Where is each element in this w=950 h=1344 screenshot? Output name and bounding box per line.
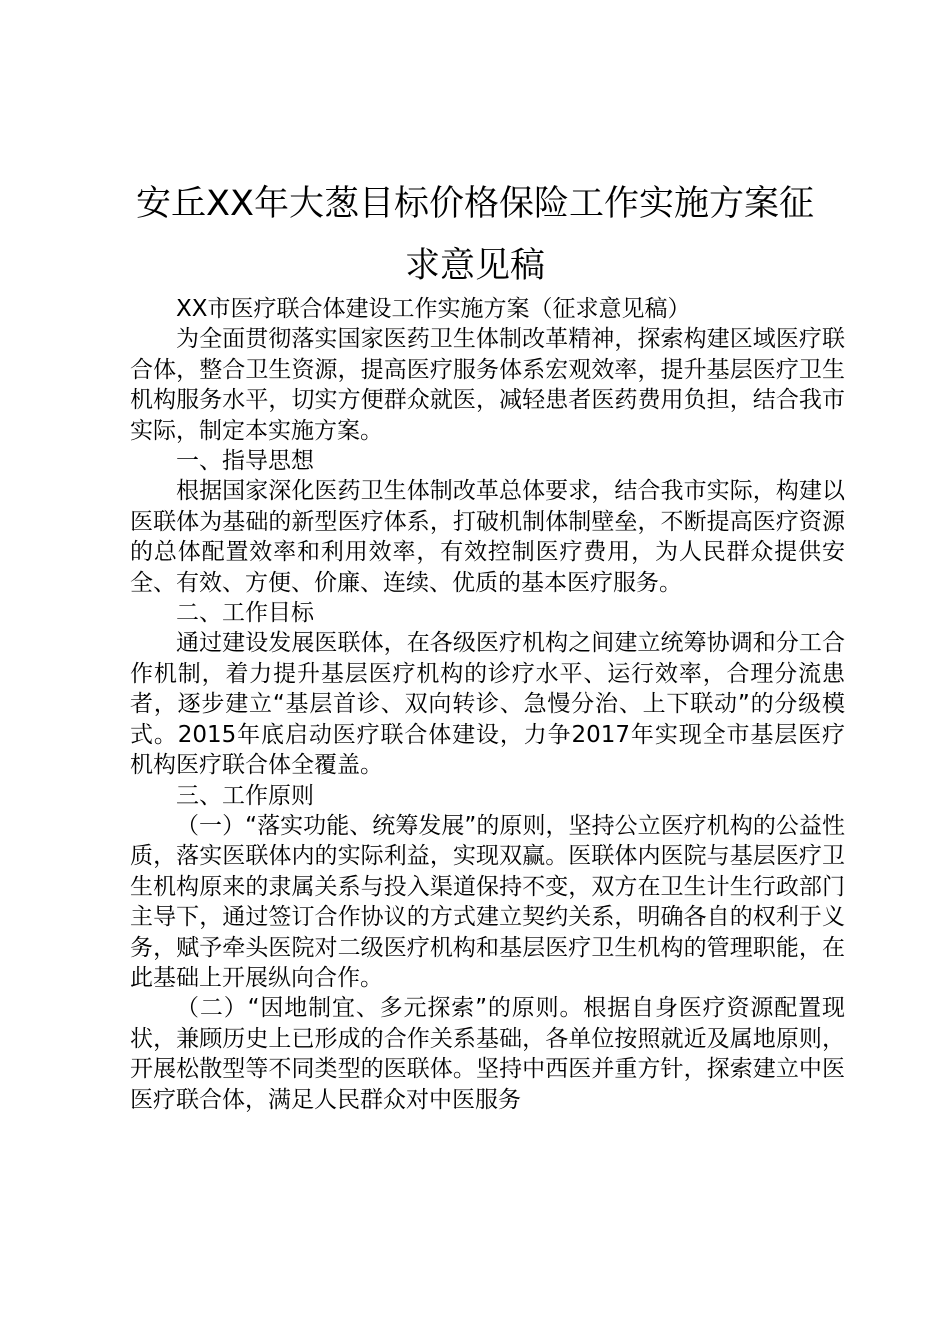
intro-paragraph: 为全面贯彻落实国家医药卫生体制改革精神，探索构建区域医疗联合体，整合卫生资源，提高医疗服务体系宏观效率，提升基层医疗卫生机构服务水平，切实方便群众就医，减轻患者医药费用负担，结合我市实际，制定本实施方案。 [130, 326, 845, 444]
document-title-line-2: 求意见稿 [404, 246, 545, 286]
principle-2-paragraph: （二）“因地制宜、多元探索”的原则。根据自身医疗资源配置现状，兼顾历史上已形成的合作关系基础，各单位按照就近及属地原则，开展松散型等不同类型的医联体。坚持中西医并重方针，探索建立中医医疗联合体，满足人民群众对中医服务 [130, 995, 845, 1113]
document-body [130, 294, 845, 1115]
principle-1-paragraph: （一）“落实功能、统筹发展”的原则，坚持公立医疗机构的公益性质，落实医联体内的实际利益，实现双赢。医联体内医院与基层医疗卫生机构原来的隶属关系与投入渠道保持不变，双方在卫生计生行政部门主导下，通过签订合作协议的方式建立契约关系，明确各自的权利于义务，赋予牵头医院对二级医疗机构和基层医疗卫生机构的管理职能，在此基础上开展纵向合作。 [130, 812, 845, 991]
section-heading-guiding-ideology: 一、指导思想 [176, 448, 314, 475]
section-heading-work-principles: 三、工作原则 [176, 782, 314, 809]
section-heading-work-goals: 二、工作目标 [176, 600, 314, 627]
guiding-ideology-paragraph: 根据国家深化医药卫生体制改革总体要求，结合我市实际，构建以医联体为基础的新型医疗体系，打破机制体制壁垒，不断提高医疗资源的总体配置效率和利用效率，有效控制医疗费用，为人民群众提供安全、有效、方便、价廉、连续、优质的基本医疗服务。 [130, 478, 845, 596]
work-goals-paragraph: 通过建设发展医联体，在各级医疗机构之间建立统筹协调和分工合作机制，着力提升基层医疗机构的诊疗水平、运行效率，合理分流患者，逐步建立“基层首诊、双向转诊、急慢分治、上下联动”的分级模式。2015年底启动医疗联合体建设，力争2017年实现全市基层医疗机构医疗联合体全覆盖。 [130, 630, 845, 779]
document-title-line-1: 安丘XX年大葱目标价格保险工作实施方案征 [136, 184, 814, 224]
subtitle-paragraph: XX市医疗联合体建设工作实施方案（征求意见稿） [176, 296, 691, 322]
